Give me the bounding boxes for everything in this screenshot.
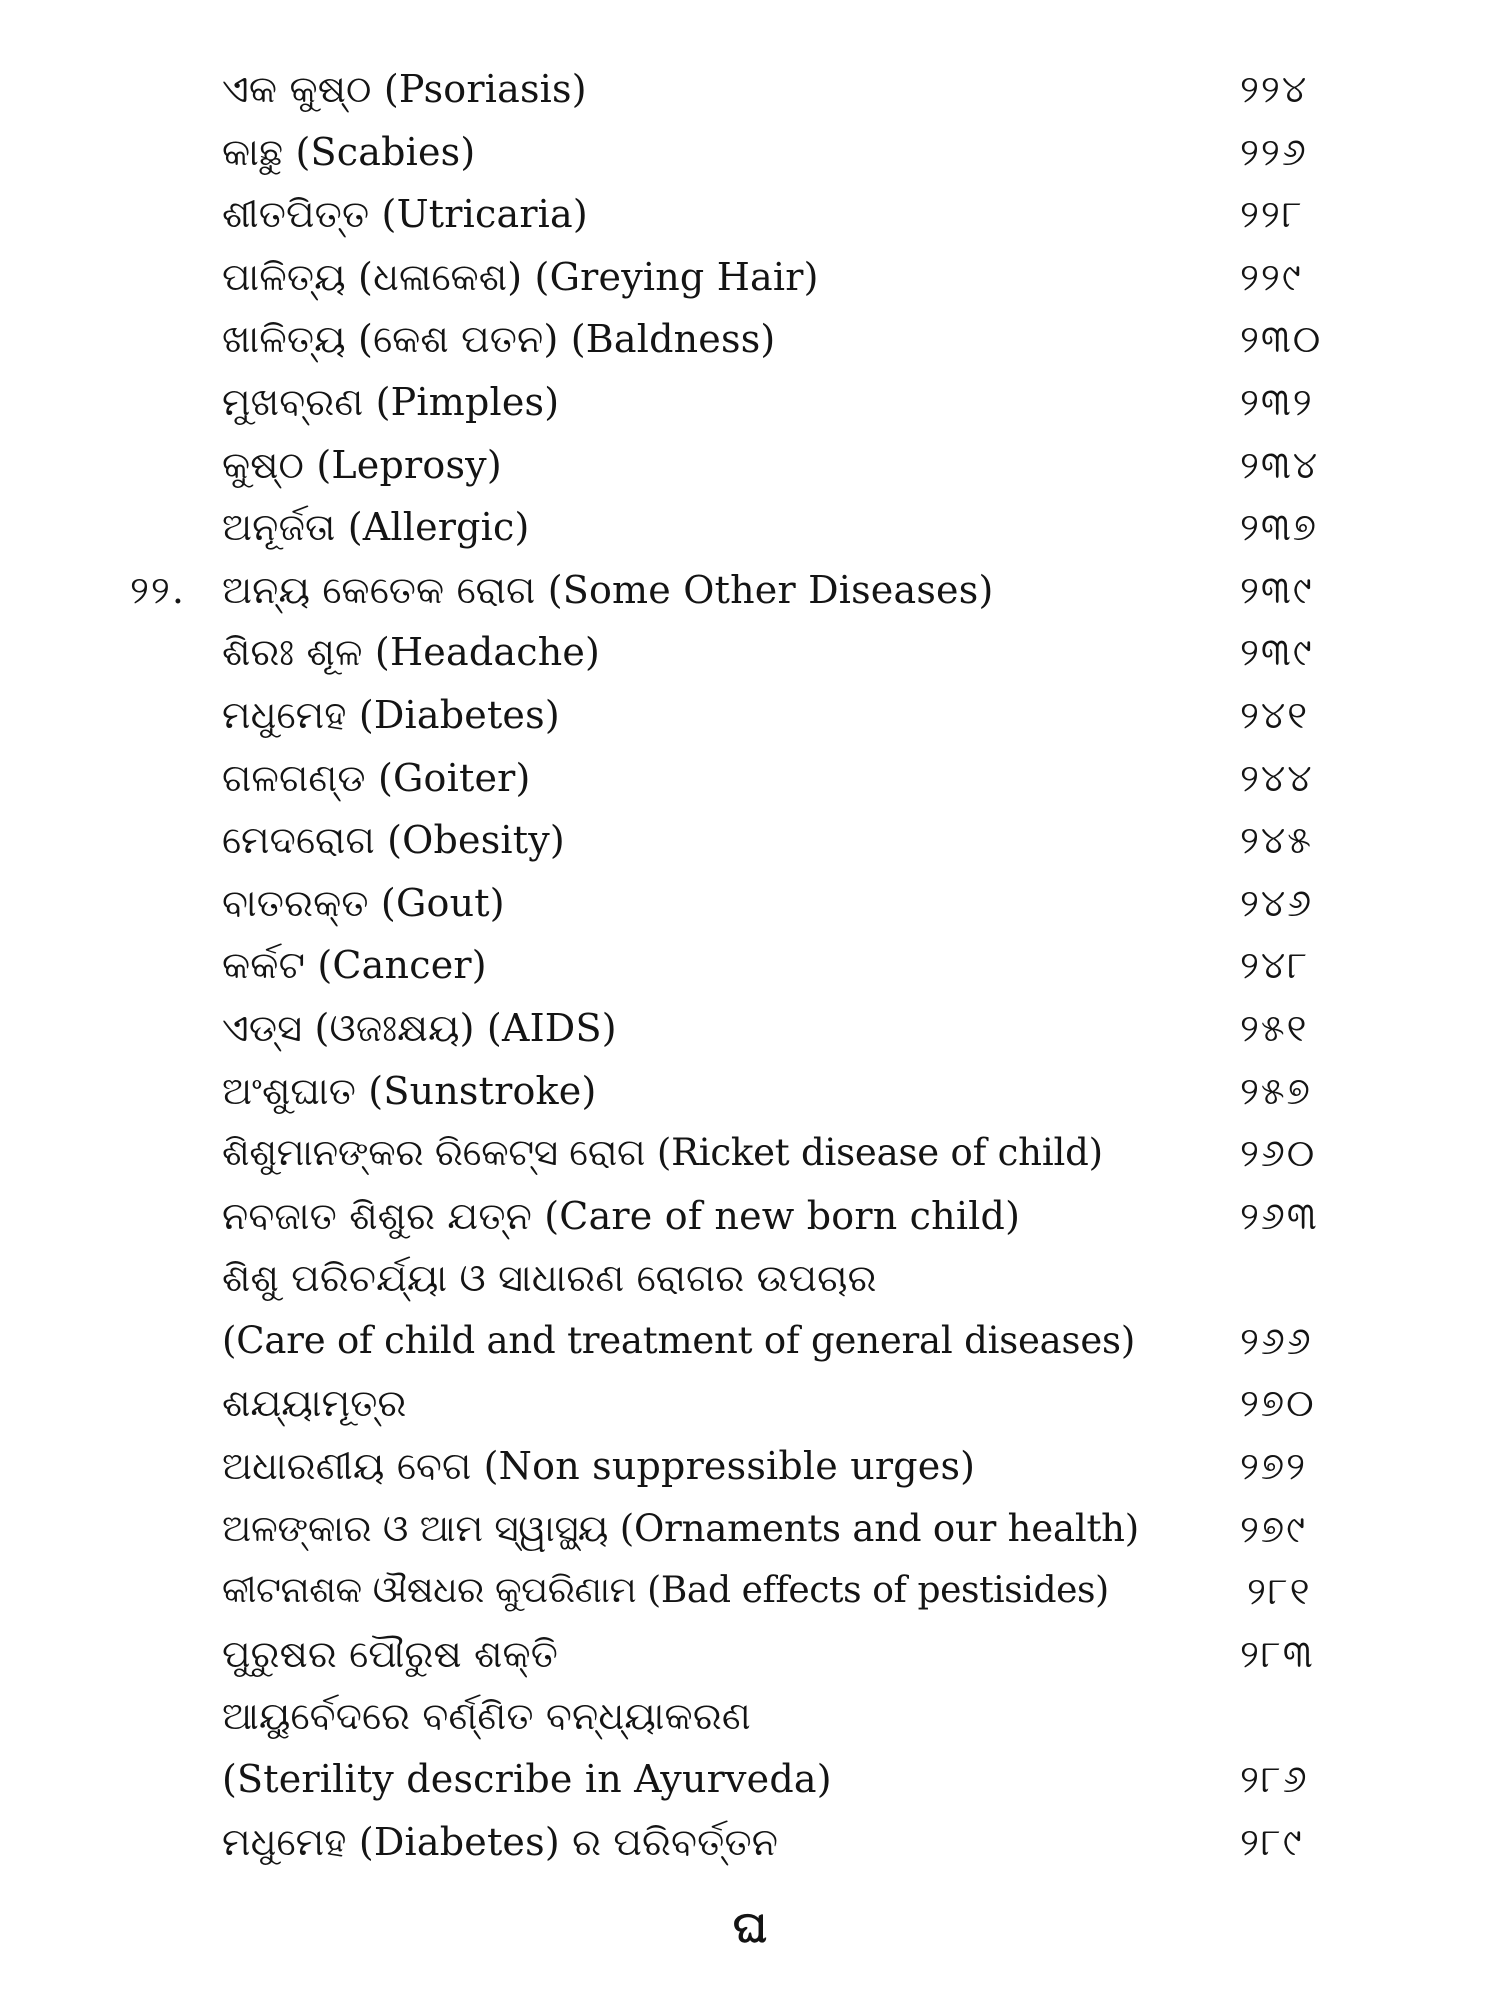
entry-page: ୨୪୮	[1240, 943, 1310, 988]
entry-title: ମଧୁମେହ (Diabetes)	[222, 692, 560, 737]
toc-chapter-entry	[0, 559, 1500, 622]
toc-entry	[0, 684, 1500, 747]
entry-page: ୨୨୮	[1240, 192, 1304, 237]
entry-title: ଶିଶୁ ପରିଚର୍ଯ୍ୟା ଓ ସାଧାରଣ ରୋଗର ଉପଚାର	[222, 1256, 877, 1301]
toc-entry	[0, 496, 1500, 559]
entry-page: ୨୨୪	[1240, 67, 1309, 111]
entry-title: ଶୀତପିତ୍ତ (Utricaria)	[222, 192, 588, 237]
entry-page: ୨୭୦	[1240, 1381, 1316, 1426]
entry-title: ଆୟୁର୍ବେଦରେ ବର୍ଣ୍ଣିତ ବନ୍ଧ୍ୟାକରଣ	[222, 1694, 751, 1739]
toc-entry	[0, 246, 1500, 309]
toc-entry	[0, 183, 1500, 246]
entry-title: ଏଡ୍ସ (ଓଜଃକ୍ଷୟ) (AIDS)	[222, 1005, 617, 1050]
entry-title: ମେଦରୋଗ (Obesity)	[222, 818, 565, 863]
toc-entry	[0, 872, 1500, 935]
entry-title: ଗଳଗଣ୍ଡ (Goiter)	[222, 755, 531, 800]
entry-page: ୨୩୯	[1240, 567, 1314, 612]
toc-entry	[0, 621, 1500, 684]
entry-page: ୨୮୩	[1240, 1631, 1315, 1676]
entry-page: ୨୪୪	[1240, 755, 1314, 800]
entry-page: ୨୭୨	[1240, 1444, 1308, 1489]
toc-entry	[0, 434, 1500, 497]
toc-entry	[0, 58, 1500, 121]
entry-page: ୨୩୦	[1240, 317, 1323, 362]
entry-page: ୨୮୬	[1240, 1757, 1309, 1802]
toc-entry	[0, 934, 1500, 997]
toc-entry	[0, 1372, 1500, 1435]
toc-entry	[0, 747, 1500, 810]
entry-title: ଅନ୍ୟ କେତେକ ରୋଗ (Some Other Diseases)	[222, 567, 994, 612]
toc-entry	[0, 1060, 1500, 1123]
entry-page: ୨୬୦	[1240, 1131, 1317, 1176]
entry-title: ଶିରଃ ଶୂଳ (Headache)	[222, 630, 601, 675]
entry-title: ଅଂଶୁଘାତ (Sunstroke)	[222, 1068, 597, 1113]
entry-page: ୨୩୭	[1240, 505, 1319, 550]
entry-title: କୁଷ୍ଠ (Leprosy)	[222, 442, 502, 487]
toc-entry	[0, 1185, 1500, 1248]
entry-title: ଶିଶୁମାନଙ୍କର ରିକେଟ୍ସ ରୋଗ (Ricket disease of child)	[222, 1131, 1103, 1175]
entry-title: ପୁରୁଷର ପୌରୁଷ ଶକ୍ତି	[222, 1631, 559, 1676]
toc-entry	[0, 1811, 1500, 1874]
entry-title: ପାଳିତ୍ୟ (ଧଳାକେଶ) (Greying Hair)	[222, 254, 819, 299]
entry-title: ଅଳଙ୍କାର ଓ ଆମ ସ୍ୱାସ୍ଥ୍ୟ (Ornaments and our health)	[222, 1506, 1140, 1550]
entry-title: କର୍କଟ (Cancer)	[222, 943, 487, 988]
entry-title: ଏକ କୁଷ୍ଠ (Psoriasis)	[222, 67, 587, 111]
toc-entry	[0, 121, 1500, 184]
entry-title: ଶଯ୍ୟାମୂତ୍ର	[222, 1381, 407, 1426]
entry-page: ୨୪୧	[1240, 692, 1310, 737]
toc-entry	[0, 997, 1500, 1060]
toc-entry	[0, 1247, 1500, 1310]
entry-title: ଅଧାରଣୀୟ ବେଗ (Non suppressible urges)	[222, 1444, 976, 1489]
toc-entry	[0, 1498, 1500, 1561]
page-number-marker: ଘ	[732, 1902, 768, 1953]
toc-entry	[0, 1623, 1500, 1686]
entry-page: ୨୭୯	[1240, 1506, 1308, 1551]
entry-title: ଅନୂର୍ଜତା (Allergic)	[222, 505, 530, 550]
toc-entry	[0, 1560, 1500, 1623]
entry-page: ୨୩୪	[1240, 442, 1320, 487]
entry-title: (Care of child and treatment of general diseases)	[222, 1318, 1136, 1362]
toc-entry	[0, 1122, 1500, 1185]
entry-title: ନବଜାତ ଶିଶୁର ଯତ୍ନ (Care of new born child)	[222, 1193, 1021, 1238]
entry-page: ୨୫୧	[1240, 1005, 1309, 1050]
entry-page: ୨୬୩	[1240, 1193, 1319, 1238]
toc-entry	[0, 371, 1500, 434]
entry-title: କୀଟନାଶକ ଔଷଧର କୁପରିଣାମ (Bad effects of pestisides)	[222, 1570, 1109, 1612]
chapter-number: ୨୨.	[130, 567, 186, 612]
entry-title: ମଧୁମେହ (Diabetes) ର ପରିବର୍ତ୍ତନ	[222, 1819, 779, 1864]
entry-page: ୨୨୯	[1240, 254, 1303, 299]
toc-entry	[0, 1310, 1500, 1373]
toc-entry	[0, 809, 1500, 872]
entry-page: ୨୨୬	[1240, 129, 1308, 174]
entry-page: ୨୫୭	[1240, 1068, 1312, 1113]
entry-title: ଖାଳିତ୍ୟ (କେଶ ପତନ) (Baldness)	[222, 317, 776, 362]
entry-title: ବାତରକ୍ତ (Gout)	[222, 880, 505, 925]
entry-page: ୨୮୧	[1247, 1569, 1312, 1614]
entry-title: ମୁଖବ୍ରଣ (Pimples)	[222, 379, 560, 424]
entry-title: କାଛୁ (Scabies)	[222, 129, 476, 174]
entry-page: ୨୮୯	[1240, 1819, 1304, 1864]
toc-entry	[0, 1685, 1500, 1748]
entry-page: ୨୪୬	[1240, 880, 1314, 925]
table-of-contents	[0, 58, 1500, 1873]
entry-page: ୨୪୫	[1240, 818, 1313, 863]
toc-entry	[0, 1748, 1500, 1811]
entry-title: (Sterility describe in Ayurveda)	[222, 1757, 832, 1802]
toc-entry	[0, 1435, 1500, 1498]
entry-page: ୨୬୬	[1240, 1318, 1313, 1363]
entry-page: ୨୩୯	[1240, 630, 1314, 675]
entry-page: ୨୩୨	[1240, 379, 1314, 424]
toc-entry	[0, 308, 1500, 371]
